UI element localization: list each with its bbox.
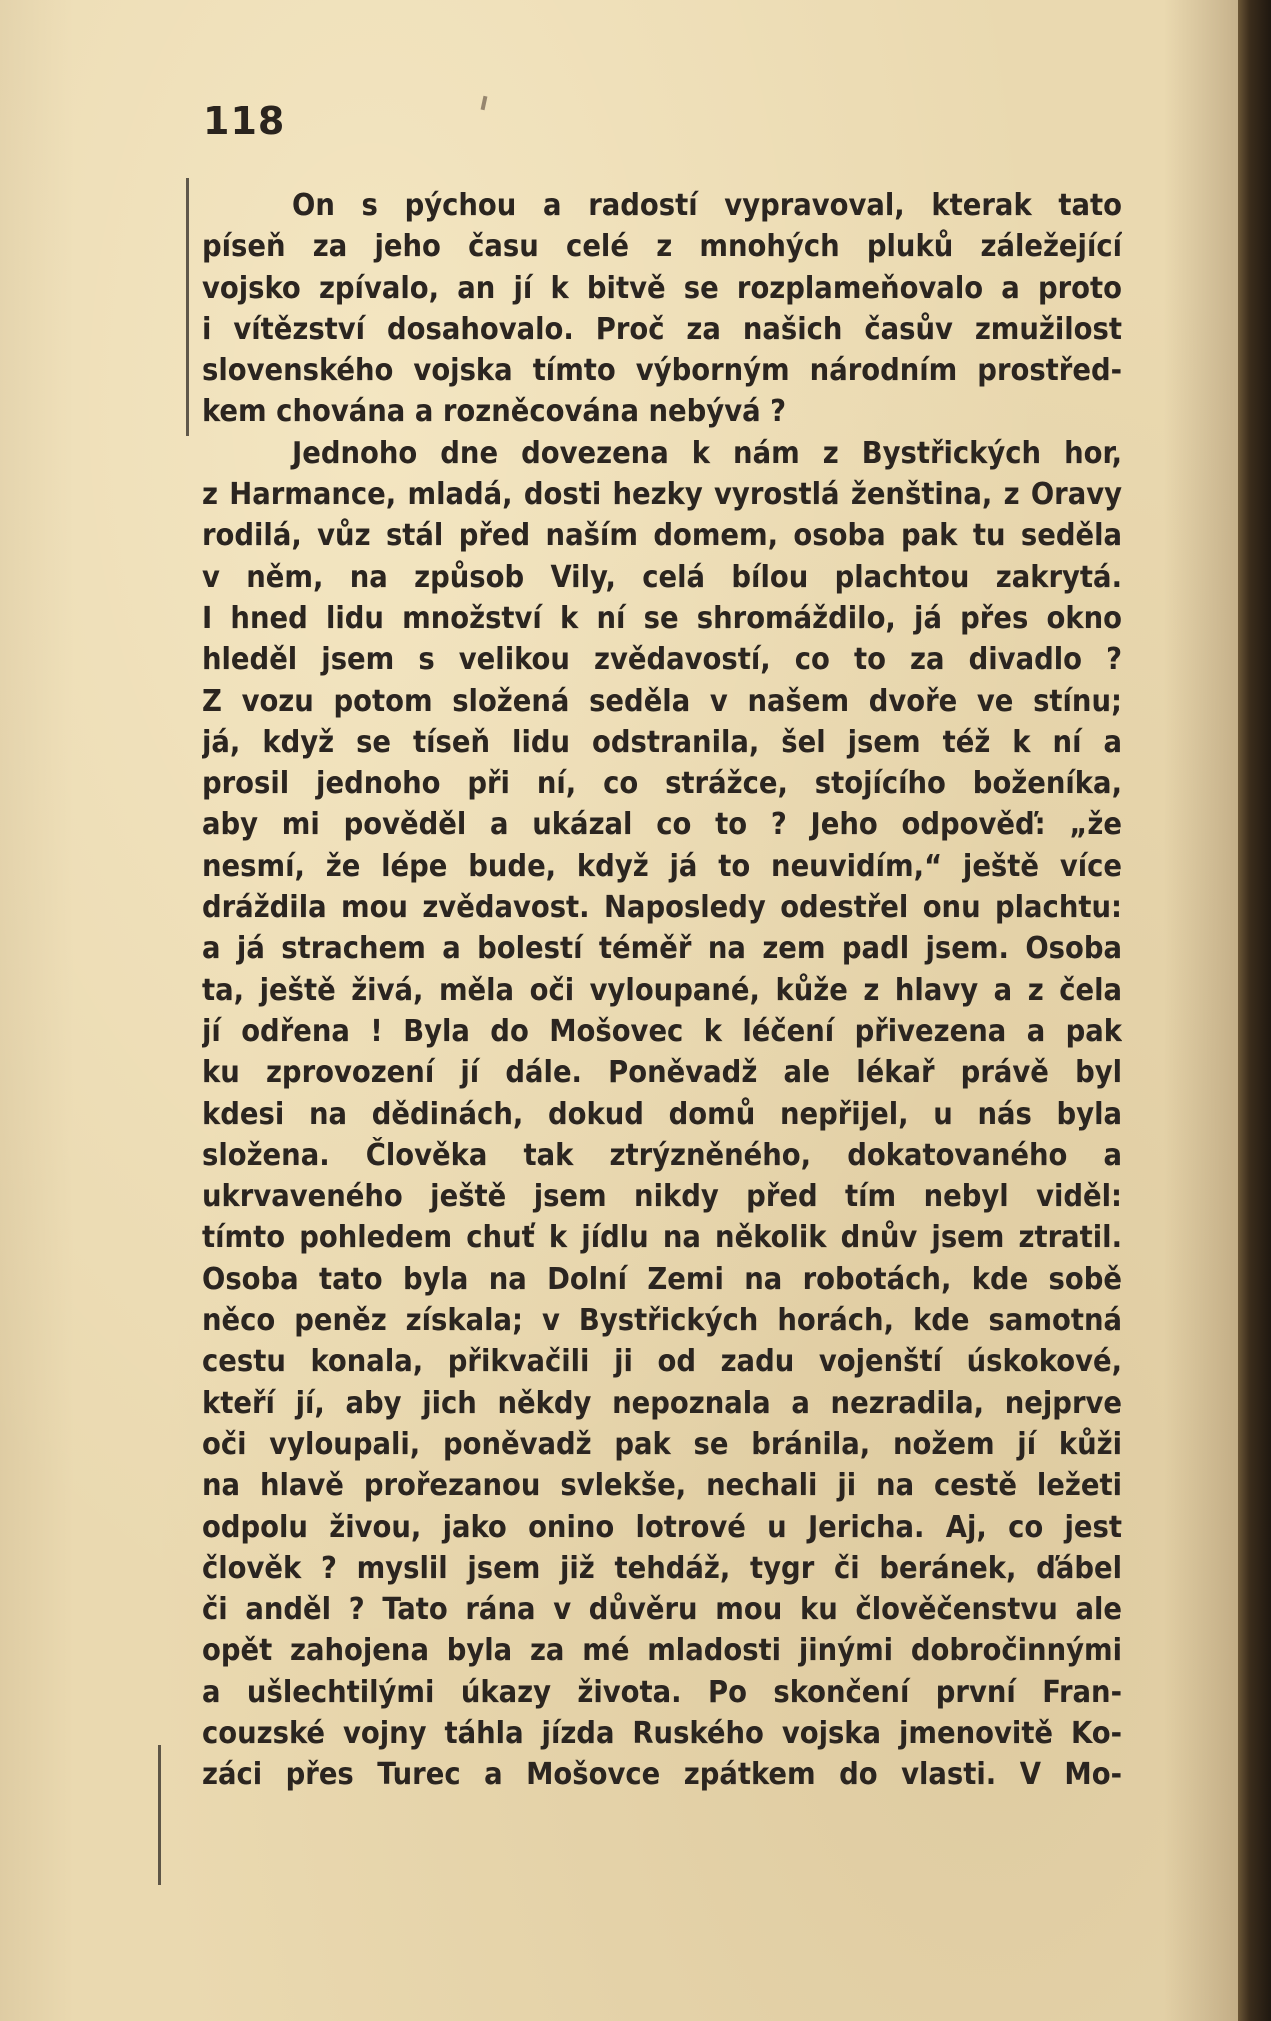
text-line: něco peněz získala; v Bystřických horách, kde samotná (202, 1303, 1122, 1339)
margin-bracket-top (186, 178, 189, 436)
text-line: Osoba tato byla na Dolní Zemi na robotách, kde sobě (202, 1261, 1122, 1297)
text-line: a ušlechtilými úkazy života. Po skončení první Fran- (202, 1674, 1122, 1710)
text-line: oči vyloupali, poněvadž pak se bránila, nožem jí kůži (202, 1426, 1122, 1462)
text-line: couzské vojny táhla jízda Ruského vojska jmenovitě Ko- (202, 1715, 1122, 1751)
text-line: záci přes Turec a Mošovce zpátkem do vlasti. V Mo- (202, 1757, 1122, 1793)
text-line: složena. Člověka tak ztrýzněného, dokatovaného a (202, 1137, 1122, 1173)
text-line: píseň za jeho času celé z mnohých pluků záležející (202, 229, 1122, 265)
text-line: Z vozu potom složená seděla v našem dvoře ve stínu; (202, 683, 1122, 719)
text-line: i vítězství dosahovalo. Proč za našich časův zmužilost (202, 311, 1122, 347)
text-line: aby mi pověděl a ukázal co to ? Jeho odpověď: „že (202, 807, 1122, 843)
text-line: hleděl jsem s velikou zvědavostí, co to za divadlo ? (202, 642, 1122, 678)
book-spine (1238, 0, 1271, 2021)
text-line: kdesi na dědinách, dokud domů nepřijel, u nás byla (202, 1096, 1122, 1132)
text-line: prosil jednoho při ní, co strážce, stojícího boženíka, (202, 766, 1122, 802)
text-line: a já strachem a bolestí téměř na zem padl jsem. Osoba (202, 931, 1122, 967)
text-line: On s pýchou a radostí vypravoval, kterak tato (292, 188, 1122, 223)
text-line: I hned lidu množství k ní se shromáždilo, já přes okno (202, 600, 1122, 636)
text-line: na hlavě prořezanou svlekše, nechali ji na cestě ležeti (202, 1468, 1122, 1504)
text-line: Jednoho dne dovezena k nám z Bystřických hor, (292, 435, 1122, 471)
text-line: cestu konala, přikvačili ji od zadu vojenští úskokové, (202, 1344, 1122, 1380)
text-line: ta, ještě živá, měla oči vyloupané, kůže z hlavy a z čela (202, 972, 1122, 1008)
text-line: tímto pohledem chuť k jídlu na několik dnův jsem ztratil. (202, 1220, 1122, 1256)
margin-bracket-bottom (158, 1745, 161, 1885)
text-line: kem chována a rozněcována nebývá ? (202, 394, 787, 430)
ink-mark (481, 96, 488, 111)
text-line: slovenského vojska tímto výborným národním prostřed- (202, 353, 1122, 389)
text-block (202, 185, 1122, 1796)
page-number: 118 (203, 99, 286, 143)
text-line: já, když se tíseň lidu odstranila, šel jsem též k ní a (202, 724, 1122, 760)
text-line: ukrvaveného ještě jsem nikdy před tím nebyl viděl: (202, 1179, 1122, 1215)
text-line: opět zahojena byla za mé mladosti jinými dobročinnými (202, 1633, 1122, 1669)
text-line: z Harmance, mladá, dosti hezky vyrostlá ženština, z Oravy (202, 477, 1122, 513)
text-line: dráždila mou zvědavost. Naposledy odestřel onu plachtu: (202, 890, 1122, 926)
text-line: odpolu živou, jako onino lotrové u Jericha. Aj, co jest (202, 1509, 1122, 1545)
text-line: ku zprovození jí dále. Poněvadž ale lékař právě byl (202, 1055, 1122, 1091)
text-line: člověk ? myslil jsem již tehdáž, tygr či beránek, ďábel (202, 1550, 1122, 1586)
text-line: jí odřena ! Byla do Mošovec k léčení přivezena a pak (202, 1013, 1122, 1049)
text-line: vojsko zpívalo, an jí k bitvě se rozplameňovalo a proto (202, 270, 1122, 306)
text-line: kteří jí, aby jich někdy nepoznala a nezradila, nejprve (202, 1385, 1122, 1421)
text-line: či anděl ? Tato rána v důvěru mou ku člověčenstvu ale (202, 1592, 1122, 1628)
text-line: nesmí, že lépe bude, když já to neuvidím,“ ještě více (202, 848, 1122, 884)
text-line: v něm, na způsob Vily, celá bílou plachtou zakrytá. (202, 559, 1122, 595)
text-line: rodilá, vůz stál před naším domem, osoba pak tu seděla (202, 518, 1122, 554)
